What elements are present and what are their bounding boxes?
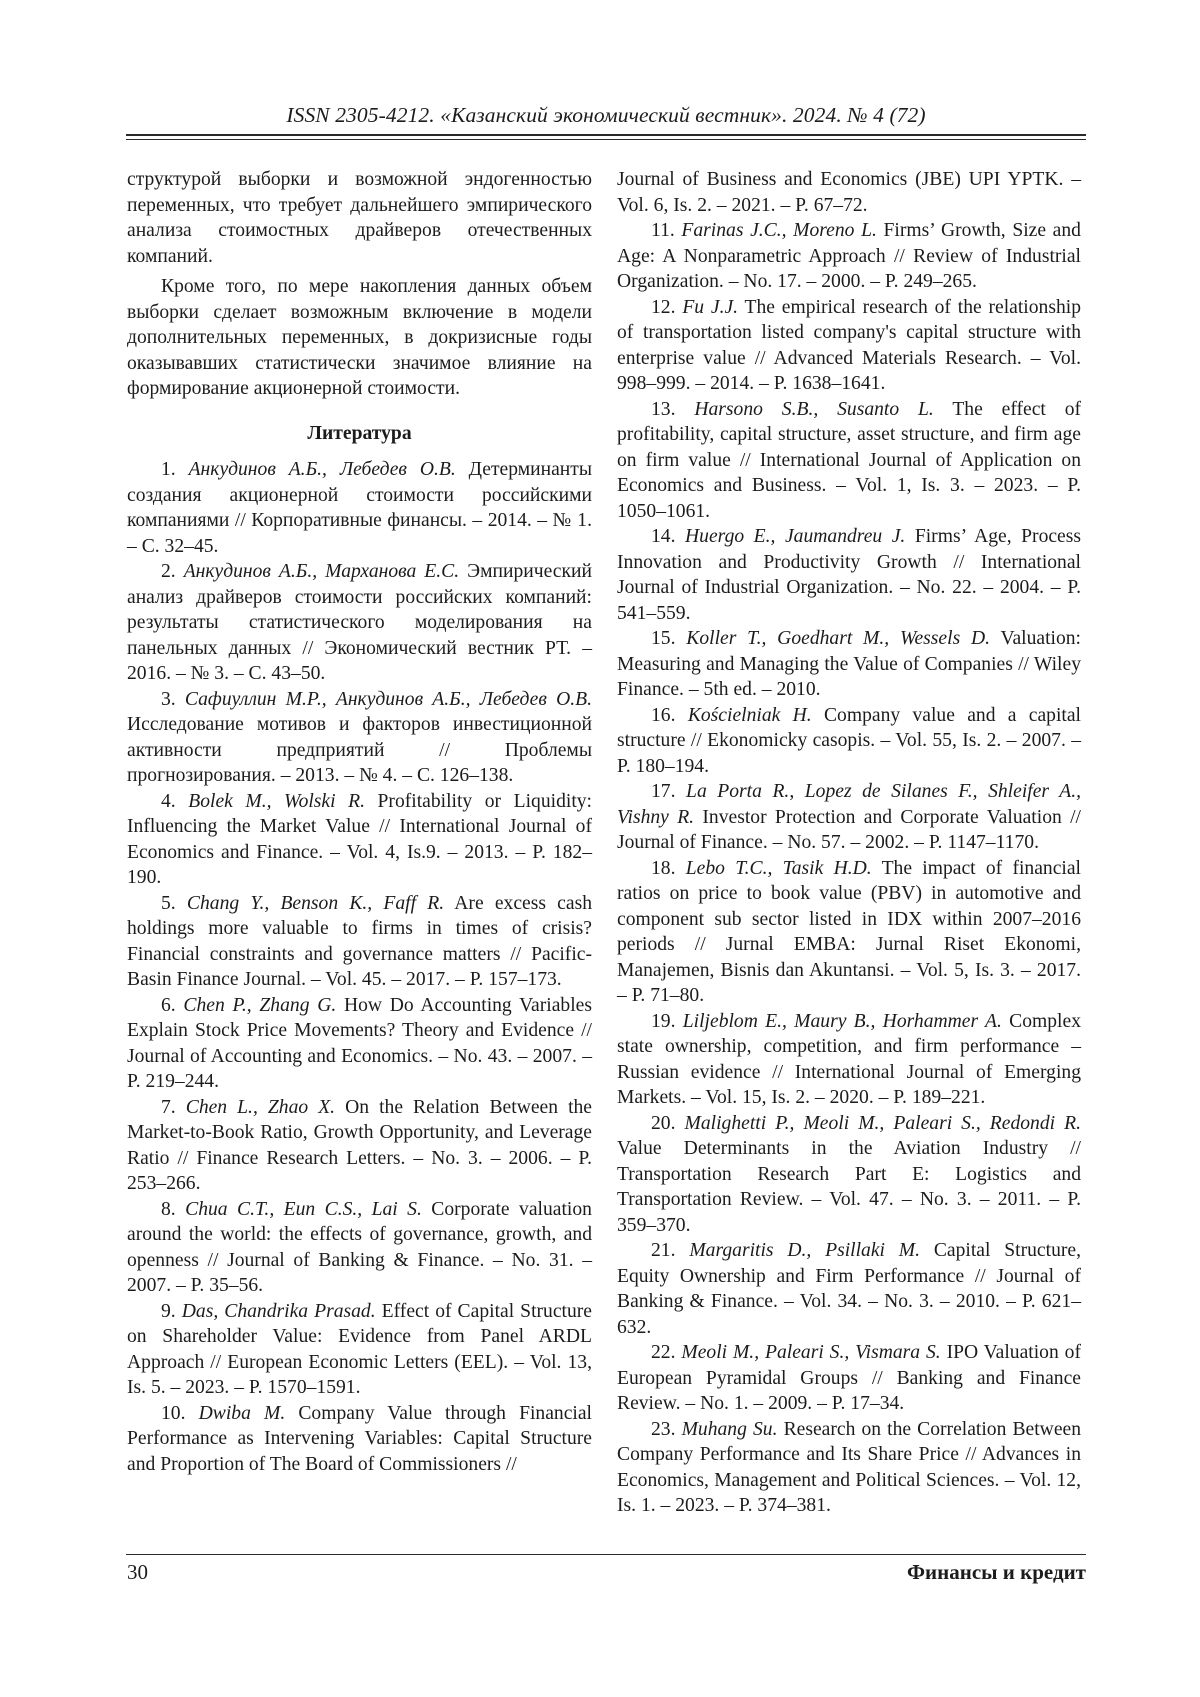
reference-item [617,703,1081,780]
footer-rule [126,1554,1086,1555]
reference-text: Complex state ownership, competition, and firm performance – Russian evidence // International Journal of Emerging Markets. – Vol. 15, Is. 2. – 2020. – P. 189–221. [617,1010,1081,1108]
reference-item [127,687,592,789]
reference-item [617,1238,1081,1340]
header-rule-thin [126,139,1086,140]
reference-authors: Koller T., Goedhart M., Wessels D. [686,628,991,649]
left-column [127,167,592,1477]
reference-authors: Dwiba M. [198,1402,286,1424]
reference-authors: Bolek M., Wolski R. [188,790,365,812]
reference-authors: Liljeblom E., Maury B., Horhammer A. [682,1010,1002,1032]
reference-item [617,856,1081,1009]
reference-number: 18. [651,857,676,879]
references-list-right [617,167,1081,1519]
reference-text: Эмпирический анализ драйверов стоимости российских компаний: результаты статистического моделирования на панельных данных // Экономический вестник РТ. – 2016. – № 3. – С. 43–50. [127,561,592,684]
reference-number: 1. [161,459,176,480]
reference-text: Firms’ Growth, Size and Age: A Nonparametric Approach // Review of Industrial Organization. – No. 17. – 2000. – P. 249–265. [617,220,1081,292]
body-paragraph-continued: структурой выборки и возможной эндогенностью переменных, что требует дальнейшего эмпирического анализа стоимостных драйверов отечественных компаний. [127,169,592,267]
reference-authors: Lebo T.C., Tasik H.D. [685,857,872,879]
reference-authors: Kościelniak H. [687,704,812,726]
reference-number: 5. [161,892,176,914]
references-heading: Литература [307,422,412,444]
reference-text: Value Determinants in the Aviation Industry // Transportation Research Part E: Logistics and Transportation Review. – Vol. 47. – No. 3. – 2011. – P. 359–370. [617,1138,1081,1236]
reference-authors: Анкудинов А.Б., Лебедев О.В. [188,459,456,480]
reference-authors: Fu J.J. [682,296,739,318]
reference-number: 14. [651,526,676,547]
reference-authors: Margaritis D., Psillaki M. [689,1240,921,1261]
body-paragraph: Кроме того, по мере накопления данных объем выборки сделает возможным включение в модели дополнительных переменных, в докризисные годы оказывавших статистически значимое влияние на формирование акционерной стоимости. [127,276,592,399]
reference-text: Profitability or Liquidity: Influencing the Market Value // International Journal of Economics and Finance. – Vol. 4, Is.9. – 2013. – P. 182–190. [127,790,592,888]
right-column [617,167,1081,1519]
reference-text: IPO Valuation of European Pyramidal Groups // Banking and Finance Review. – No. 1. – 2009. – P. 17–34. [617,1342,1081,1414]
reference-number: 23. [651,1418,676,1440]
reference-authors: Huergo E., Jaumandreu J. [685,526,906,547]
reference-authors: Сафиуллин М.Р., Анкудинов А.Б., Лебедев О.В. [184,688,592,710]
reference-text: The empirical research of the relationship of transportation listed company's capital structure with enterprise value // Advanced Materials Research. – Vol. 998–999. – 2014. – P. 1638–1641. [617,296,1082,394]
reference-item [127,1299,592,1401]
header-rule-thick [126,134,1086,136]
reference-text: Corporate valuation around the world: the effects of governance, growth, and openness // Journal of Banking & Finance. – No. 31. – 2007. – P. 35–56. [127,1198,592,1296]
reference-authors: Muhang Su. [681,1418,778,1440]
reference-number: 13. [651,398,676,420]
reference-number: 2. [161,561,176,582]
reference-text: Are excess cash holdings more valuable to firms in times of crisis? Financial constraints and governance matters // Pacific-Basin Finance Journal. – Vol. 45. – 2017. – P. 157–173. [127,892,592,990]
reference-number: 19. [651,1010,676,1032]
reference-item [127,457,592,559]
reference-text: The effect of profitability, capital structure, asset structure, and firm age on firm value // International Journal of Application on Economics and Business. – Vol. 1, Is. 3. – 2023. – P. 1050–1061. [617,398,1082,522]
reference-item [617,167,1081,218]
reference-number: 15. [651,628,676,649]
reference-item [617,295,1081,397]
reference-item [127,1401,592,1478]
section-title: Финансы и кредит [906,1560,1086,1584]
reference-authors: Анкудинов А.Б., Марханова Е.С. [183,561,460,582]
reference-authors: Meoli M., Paleari S., Vismara S. [681,1342,941,1363]
reference-text: Investor Protection and Corporate Valuation // Journal of Finance. – No. 57. – 2002. – P. 1147–1170. [617,806,1081,853]
reference-text: On the Relation Between the Market-to-Book Ratio, Growth Opportunity, and Leverage Ratio // Finance Research Letters. – No. 3. – 2006. – P. 253–266. [127,1096,593,1194]
journal-header: ISSN 2305-4212. «Казанский экономический вестник». 2024. № 4 (72) [286,103,926,127]
reference-authors: Chen P., Zhang G. [183,994,337,1016]
reference-number: 9. [161,1300,176,1322]
reference-item [127,891,592,993]
reference-item [617,524,1081,626]
reference-number: 6. [161,994,176,1016]
reference-item [127,559,592,687]
reference-authors: Chang Y., Benson K., Faff R. [186,892,445,914]
reference-number: 4. [161,790,176,812]
page-number: 30 [127,1560,148,1584]
references-list-left [127,457,592,1477]
reference-number: 7. [161,1096,176,1118]
reference-authors: Chen L., Zhao X. [185,1096,336,1118]
reference-number: 10. [161,1402,186,1424]
reference-item [617,218,1081,295]
reference-text: Journal of Business and Economics (JBE) UPI YPTK. – Vol. 6, Is. 2. – 2021. – P. 67–72. [617,169,1081,216]
reference-item [617,1340,1081,1417]
reference-number: 21. [651,1240,676,1261]
reference-item [127,1197,592,1299]
reference-authors: Malighetti P., Meoli M., Paleari S., Redondi R. [684,1112,1081,1134]
reference-text: Capital Structure, Equity Ownership and Firm Performance // Journal of Banking & Finance. – Vol. 34. – No. 3. – 2010. – P. 621–632. [617,1240,1081,1338]
reference-item [617,1009,1081,1111]
reference-number: 3. [161,688,176,710]
reference-authors: Das, Chandrika Prasad. [181,1300,376,1322]
reference-text: Company Value through Financial Performance as Intervening Variables: Capital Structure and Proportion of The Board of Commissioners // [127,1402,593,1475]
reference-text: Research on the Correlation Between Company Performance and Its Share Price // Advances in Economics, Management and Political Sciences. – Vol. 12, Is. 1. – 2023. – P. 374–381. [617,1418,1082,1516]
reference-number: 20. [651,1112,676,1134]
reference-item [617,626,1081,703]
reference-item [127,789,592,891]
reference-number: 8. [161,1198,176,1220]
reference-text: Company value and a capital structure // Ekonomicky casopis. – Vol. 55, Is. 2. – 2007. – P. 180–194. [617,704,1082,777]
reference-number: 11. [651,220,675,241]
reference-number: 22. [651,1342,676,1363]
reference-number: 17. [651,781,676,802]
reference-item [127,993,592,1095]
reference-text: Firms’ Age, Process Innovation and Productivity Growth // International Journal of Industrial Organization. – No. 22. – 2004. – P. 541–559. [617,526,1082,624]
reference-text: Effect of Capital Structure on Shareholder Value: Evidence from Panel ARDL Approach // European Economic Letters (EEL). – Vol. 13, Is. 5. – 2023. – P. 1570–1591. [127,1300,593,1398]
reference-text: Детерминанты создания акционерной стоимости российскими компаниями // Корпоративные финансы. – 2014. – № 1. – С. 32–45. [127,459,592,557]
reference-item [127,1095,592,1197]
reference-text: Исследование мотивов и факторов инвестиционной активности предприятий // Проблемы прогнозирования. – 2013. – № 4. – С. 126–138. [127,714,592,786]
reference-text: The impact of financial ratios on price to book value (PBV) in automotive and component sub sector listed in IDX within 2007–2016 periods // Jurnal EMBA: Jurnal Riset Ekonomi, Manajemen, Bisnis dan Akuntansi. – Vol. 5, Is. 3. – 2017. – P. 71–80. [617,857,1081,1006]
reference-number: 12. [651,296,676,318]
reference-item [617,1417,1081,1519]
reference-authors: La Porta R., Lopez de Silanes F., Shleifer A., Vishny R. [617,781,1081,828]
reference-item [617,1111,1081,1239]
reference-authors: Farinas J.C., Moreno L. [681,220,877,241]
reference-text: How Do Accounting Variables Explain Stock Price Movements? Theory and Evidence // Journal of Accounting and Economics. – No. 43. – 2007. – P. 219–244. [127,994,592,1092]
reference-item [617,779,1081,856]
reference-item [617,397,1081,525]
reference-authors: Harsono S.B., Susanto L. [694,398,934,420]
reference-authors: Chua C.T., Eun C.S., Lai S. [185,1198,422,1220]
reference-number: 16. [651,704,676,726]
reference-text: Valuation: Measuring and Managing the Value of Companies // Wiley Finance. – 5th ed. – 2010. [617,628,1082,700]
